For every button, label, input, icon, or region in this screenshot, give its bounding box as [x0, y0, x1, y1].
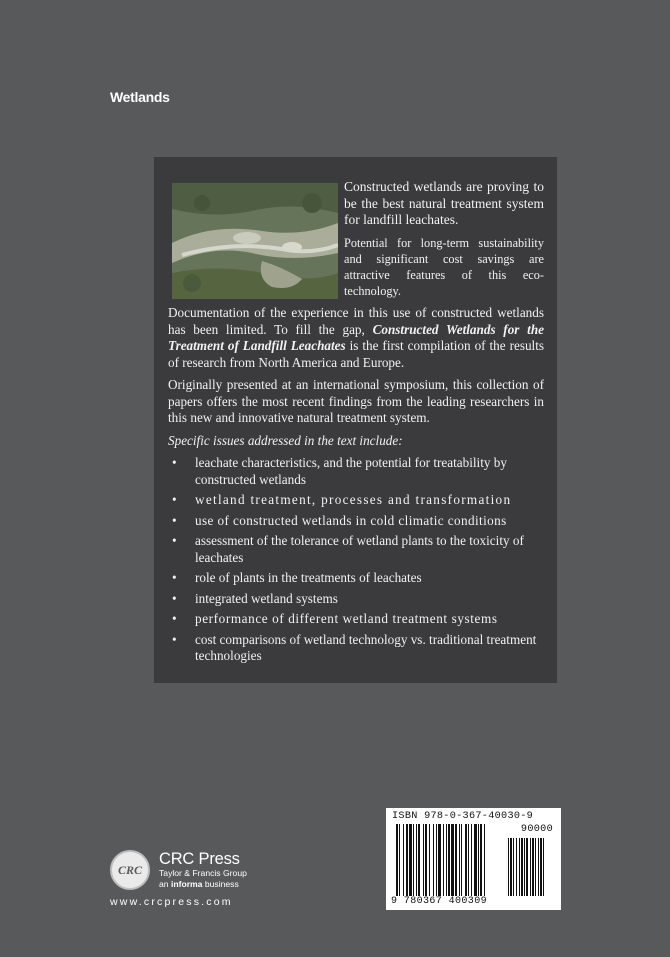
publisher-block	[159, 850, 247, 890]
business-suffix: business	[202, 879, 239, 889]
bullet-icon: •	[172, 570, 177, 585]
list-item	[168, 611, 544, 628]
list-item-text: wetland treatment, processes and transformation	[195, 492, 512, 507]
issues-list	[168, 455, 544, 665]
bullet-icon: •	[172, 512, 177, 528]
publisher-name: CRC Press	[159, 850, 240, 868]
body-text	[168, 305, 544, 669]
bullet-icon: •	[172, 533, 177, 548]
lead-paragraph-1: Constructed wetlands are proving to be the best natural treatment system for landfill leachates.	[344, 179, 544, 227]
bullet-icon: •	[172, 631, 177, 647]
bullet-icon: •	[172, 590, 177, 606]
list-item-text: integrated wetland systems	[195, 590, 338, 606]
body-paragraph-symposium: Originally presented at an international symposium, this collection of papers offers the most recent findings from the leading researchers in this new and innovative natural treatment system.	[168, 377, 544, 425]
list-item	[168, 492, 544, 509]
description-panel	[154, 157, 557, 683]
list-item-text: role of plants in the treatments of leachates	[195, 570, 422, 585]
lead-paragraph-2: Potential for long-term sustainability and significant cost savings are attractive features of this eco-technology.	[344, 235, 544, 298]
list-item-text: cost comparisons of wetland technology vs. traditional treatment technologies	[195, 631, 537, 663]
list-item	[168, 570, 544, 587]
list-item	[168, 632, 544, 665]
list-item-text: use of constructed wetlands in cold climatic conditions	[195, 512, 507, 528]
crc-logo-icon: CRC	[110, 850, 150, 890]
list-item	[168, 455, 544, 488]
list-item-text: assessment of the tolerance of wetland plants to the toxicity of leachates	[195, 533, 524, 565]
informa-brand: informa	[170, 879, 203, 889]
bullet-icon: •	[172, 492, 177, 507]
bullet-icon: •	[172, 455, 177, 470]
publisher-url[interactable]: www.crcpress.com	[110, 896, 233, 908]
lead-text	[344, 179, 544, 305]
issues-subhead: Specific issues addressed in the text include:	[168, 432, 403, 448]
book-title: Constructed Wetlands for the Treatment of Landfill Leachates	[168, 321, 545, 353]
publisher-group: Taylor & Francis Group	[159, 868, 247, 878]
body-paragraph-documentation	[168, 305, 544, 371]
barcode-bars-icon	[386, 808, 561, 910]
category-label: Wetlands	[110, 89, 170, 105]
aerial-landfill-photo	[172, 183, 338, 299]
ean-digits: 9 780367 400309	[391, 896, 488, 907]
list-item	[168, 513, 544, 530]
body-paragraph-documentation-part1: Documentation of the experience in this use of constructed wetlands has been limited. To fill the gap,	[168, 305, 544, 337]
list-item	[168, 591, 544, 608]
publisher-business	[159, 879, 247, 890]
price-addon-label: 90000	[520, 824, 553, 835]
body-paragraph-documentation-part2: is the first compilation of the results of research from North America and Europe.	[168, 338, 544, 370]
list-item-text: leachate characteristics, and the potential for treatability by constructed wetlands	[195, 455, 507, 487]
business-prefix: an	[159, 879, 171, 889]
list-item	[168, 533, 544, 566]
isbn-barcode	[386, 808, 561, 910]
isbn-label: ISBN 978-0-367-40030-9	[392, 811, 534, 822]
list-item-text: performance of different wetland treatment systems	[195, 611, 498, 626]
bullet-icon: •	[172, 611, 177, 626]
